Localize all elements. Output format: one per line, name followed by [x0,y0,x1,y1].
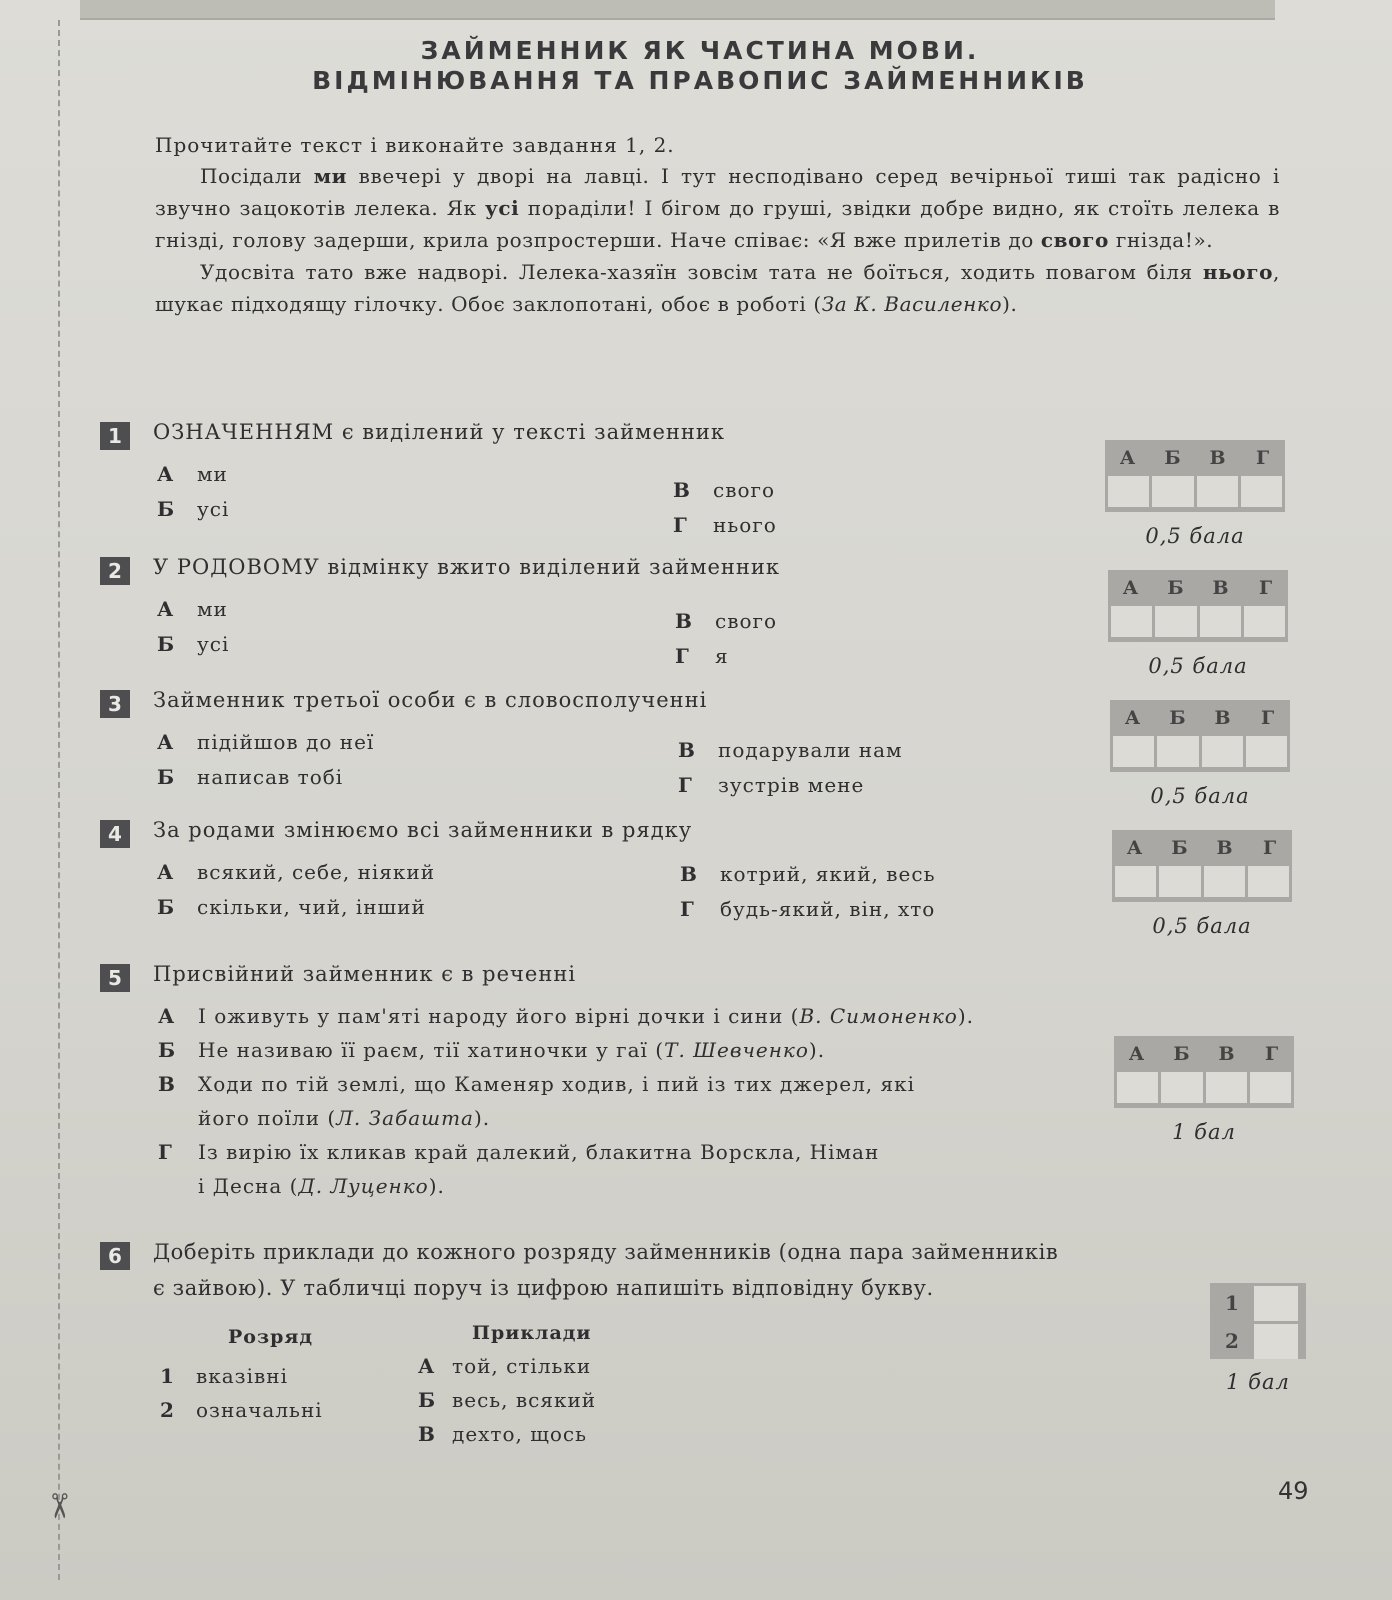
score-label: 0,5 бала [1148,654,1248,678]
option-g[interactable]: Г будь-який, він, хто [680,897,936,921]
option-a[interactable]: А І оживуть у пам'яті народу його вірні дочки і сини (В. Симоненко). [158,1004,974,1028]
answer-grid-4[interactable]: А Б В Г [1112,830,1292,902]
score-label: 0,5 бала [1150,784,1250,808]
option-v[interactable]: В подарували нам [678,738,903,762]
option-b[interactable]: Б написав тобі [157,765,344,789]
answer-grid-5[interactable]: А Б В Г [1114,1036,1294,1108]
question-number: 6 [100,1242,130,1270]
question-text: Доберіть приклади до кожного розряду займенників (одна пара займенників [153,1240,1059,1264]
option-a[interactable]: А ми [157,462,228,486]
option-v-continued: його поїли (Л. Забашта). [198,1106,491,1130]
score-label: 1 бал [1226,1370,1290,1394]
column-header-category: Розряд [228,1326,314,1348]
match-cell-1[interactable] [1254,1286,1298,1321]
match-grid-6[interactable]: 1 2 [1210,1283,1306,1359]
question-text-continued: є зайвою). У табличці поруч із цифрою напишіть відповідну букву. [153,1276,934,1300]
answer-cell[interactable] [1204,866,1245,897]
option-v[interactable]: В котрий, який, весь [680,862,936,886]
option-g[interactable]: Г зустрів мене [678,773,865,797]
score-label: 1 бал [1172,1120,1236,1144]
answer-cell[interactable] [1115,866,1156,897]
option-a[interactable]: А підійшов до неї [157,730,375,754]
answer-cell[interactable] [1155,606,1196,637]
option-v[interactable]: В свого [673,478,776,502]
column-header-examples: Приклади [472,1322,592,1344]
answer-cell[interactable] [1159,866,1200,897]
answer-cell[interactable] [1117,1072,1158,1103]
top-strip [80,0,1275,20]
cut-line [58,20,60,1580]
question-number: 1 [100,422,130,450]
paragraph-2: Удосвіта тато вже надворі. Лелека-хазяїн зовсім тата не боїться, ходить повагом біля нього, шукає підходящу гілочку. Обоє заклопотані, обоє в роботі (За К. Василенко). [155,260,1280,316]
question-text: За родами змінюємо всі займенники в рядку [153,818,693,842]
scissors-icon: ✂ [38,1491,79,1521]
answer-cell[interactable] [1108,476,1149,507]
option-g[interactable]: Г Із вирію їх кликав край далекий, блакитна Ворскла, Німан [158,1140,880,1164]
question-number: 4 [100,820,130,848]
option-b[interactable]: Б усі [157,497,230,521]
answer-cell[interactable] [1248,866,1289,897]
example-a: А той, стільки [418,1354,592,1378]
match-cell-2[interactable] [1254,1324,1298,1359]
page-number: 49 [1278,1477,1309,1505]
answer-cell[interactable] [1197,476,1238,507]
answer-cell[interactable] [1246,736,1287,767]
answer-grid-2[interactable]: А Б В Г [1108,570,1288,642]
option-b[interactable]: Б скільки, чий, інший [157,895,426,919]
instruction: Прочитайте текст і виконайте завдання 1, 2. [155,133,675,157]
title-line-2: ВІДМІНЮВАННЯ ТА ПРАВОПИС ЗАЙМЕННИКІВ [312,66,1088,95]
example-b: Б весь, всякий [418,1388,597,1412]
option-b[interactable]: Б усі [157,632,230,656]
option-b[interactable]: Б Не називаю її раєм, тії хатиночки у гаї (Т. Шевченко). [158,1038,826,1062]
answer-cell[interactable] [1200,606,1241,637]
answer-cell[interactable] [1202,736,1243,767]
title-line-1: ЗАЙМЕННИК ЯК ЧАСТИНА МОВИ. [420,36,980,65]
paragraph-1: Посідали ми ввечері у дворі на лавці. І тут несподівано серед вечірньої тиші так радісно і звучно зацокотів лелека. Як усі пораділи! І бігом до груші, звідки добре видно, як стоїть лелека в гнізді, голову задерши, крила розпростерши. Наче співає: «Я вже прилетів до свого гнізда!». [155,164,1280,252]
answer-grid-1[interactable]: А Б В Г [1105,440,1285,512]
answer-grid-3[interactable]: А Б В Г [1110,700,1290,772]
score-label: 0,5 бала [1152,914,1252,938]
answer-cell[interactable] [1250,1072,1291,1103]
option-g-continued: і Десна (Д. Луценко). [198,1174,445,1198]
answer-cell[interactable] [1244,606,1285,637]
option-v[interactable]: В свого [675,609,778,633]
question-text: Присвійний займенник є в реченні [153,962,577,986]
option-g[interactable]: Г я [675,644,729,668]
question-number: 2 [100,557,130,585]
reading-text [155,160,1280,320]
score-label: 0,5 бала [1145,524,1245,548]
question-number: 3 [100,690,130,718]
question-text: Займенник третьої особи є в словосполученні [153,688,708,712]
category-1: 1 вказівні [160,1364,288,1388]
question-text: ОЗНАЧЕННЯМ є виділений у тексті займенник [153,420,725,444]
answer-cell[interactable] [1161,1072,1202,1103]
answer-cell[interactable] [1113,736,1154,767]
answer-cell[interactable] [1152,476,1193,507]
page-title [150,36,1250,96]
answer-cell[interactable] [1206,1072,1247,1103]
question-text: У РОДОВОМУ відмінку вжито виділений займенник [153,555,780,579]
option-a[interactable]: А ми [157,597,228,621]
question-number: 5 [100,964,130,992]
answer-cell[interactable] [1157,736,1198,767]
answer-cell[interactable] [1241,476,1282,507]
option-g[interactable]: Г нього [673,513,777,537]
example-v: В дехто, щось [418,1422,587,1446]
answer-cell[interactable] [1111,606,1152,637]
option-a[interactable]: А всякий, себе, ніякий [157,860,436,884]
option-v[interactable]: В Ходи по тій землі, що Каменяр ходив, і пий із тих джерел, які [158,1072,916,1096]
category-2: 2 означальні [160,1398,323,1422]
